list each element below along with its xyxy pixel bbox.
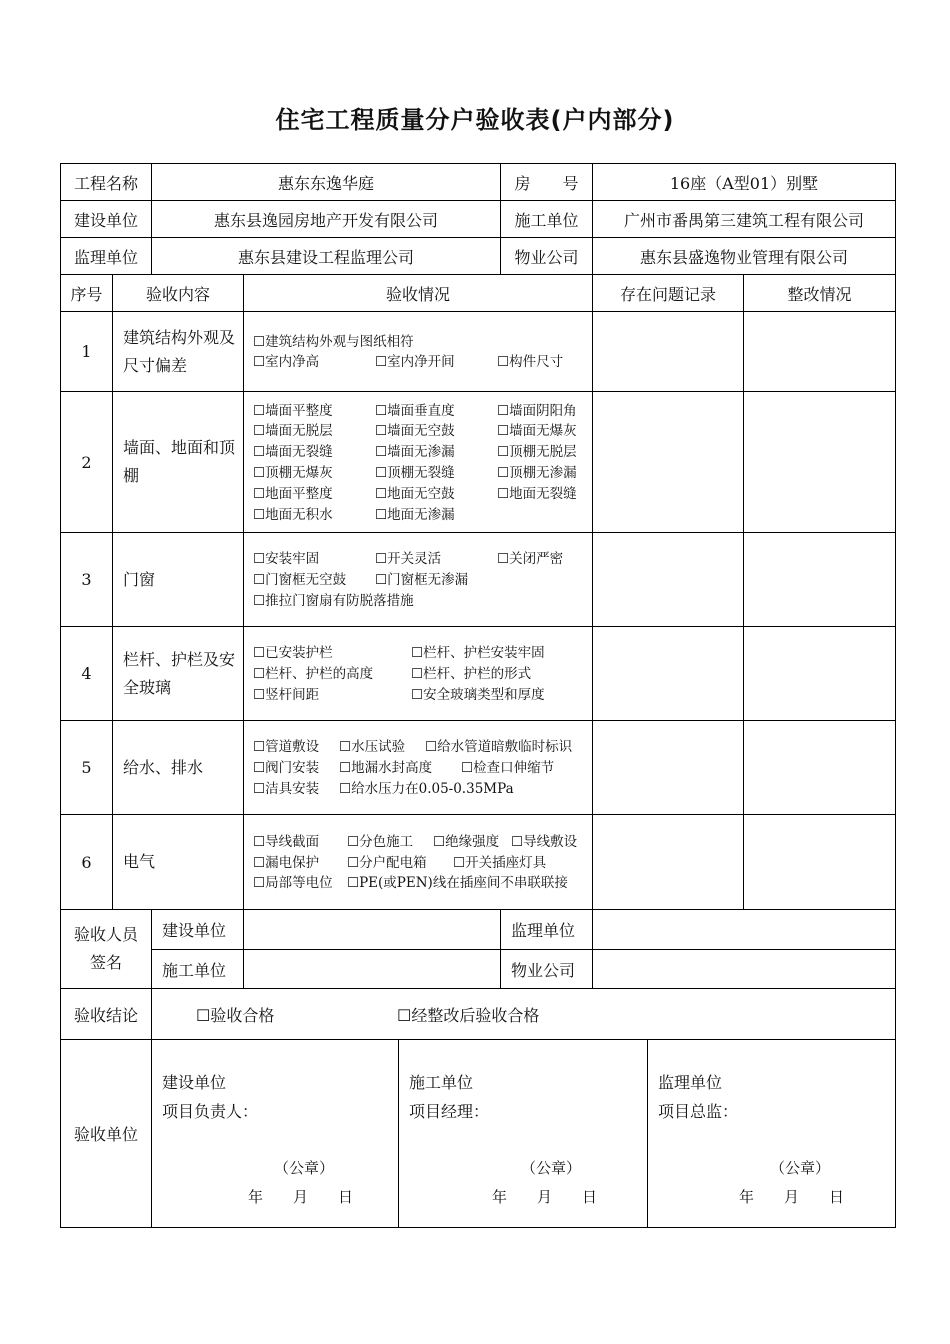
signature-builder-label: 建设单位 xyxy=(151,909,244,950)
checkbox-item[interactable]: ☐已安装护栏 xyxy=(253,645,333,662)
signature-supervisor-label: 监理单位 xyxy=(500,909,593,950)
checkbox-item[interactable]: ☐栏杆、护栏的高度 xyxy=(253,666,374,683)
supervisor-value: 惠东县建设工程监理公司 xyxy=(151,237,501,275)
checkbox-item[interactable]: ☐开关插座灯具 xyxy=(453,854,547,871)
item-rectify-field[interactable] xyxy=(743,720,896,815)
conclusion-options xyxy=(151,988,896,1040)
contractor-value: 广州市番禺第三建筑工程有限公司 xyxy=(592,200,896,238)
check-row xyxy=(253,549,588,570)
property-value: 惠东县盛逸物业管理有限公司 xyxy=(592,237,896,275)
conclusion-rectified-checkbox[interactable]: ☐经整改后验收合格 xyxy=(397,1006,540,1025)
checkbox-item[interactable]: ☐栏杆、护栏安装牢固 xyxy=(411,645,545,662)
checkbox-item[interactable]: ☐检查口伸缩节 xyxy=(461,760,555,777)
checkbox-item[interactable]: ☐关闭严密 xyxy=(497,551,564,568)
item-no: 3 xyxy=(60,532,113,627)
project-name-label: 工程名称 xyxy=(60,163,152,201)
signature-contractor-field[interactable] xyxy=(243,949,501,989)
checkbox-item[interactable]: ☐室内净高 xyxy=(253,354,320,371)
checkbox-item[interactable]: ☐顶棚无渗漏 xyxy=(497,464,577,481)
check-row xyxy=(253,737,588,758)
conclusion-pass-checkbox[interactable]: ☐验收合格 xyxy=(196,1006,275,1025)
item-rectify-field[interactable] xyxy=(743,311,896,392)
check-row xyxy=(253,779,588,800)
item-no: 2 xyxy=(60,391,113,533)
checkbox-item[interactable]: ☐给水压力在0.05-0.35MPa xyxy=(339,780,514,797)
item-issues-field[interactable] xyxy=(592,532,744,627)
checkbox-item[interactable]: ☐漏电保护 xyxy=(253,854,320,871)
checkbox-item[interactable]: ☐分色施工 xyxy=(347,833,414,850)
item-checks-list xyxy=(253,549,588,611)
check-row xyxy=(253,352,588,373)
checkbox-item[interactable]: ☐地面无空鼓 xyxy=(375,485,455,502)
checkbox-item[interactable]: ☐地面无积水 xyxy=(253,506,333,523)
checkbox-item[interactable]: ☐管道敷设 xyxy=(253,739,320,756)
builder-value: 惠东县逸园房地产开发有限公司 xyxy=(151,200,501,238)
item-checks xyxy=(243,814,593,910)
checkbox-item[interactable]: ☐墙面无空鼓 xyxy=(375,423,455,440)
page-title: 住宅工程质量分户验收表(户内部分) xyxy=(275,106,675,134)
check-row xyxy=(253,332,588,353)
item-checks-list xyxy=(253,643,588,705)
checkbox-item[interactable]: ☐门窗框无渗漏 xyxy=(375,572,469,589)
unit-contractor-role: 项目经理： xyxy=(409,1102,490,1121)
checkbox-item[interactable]: ☐墙面平整度 xyxy=(253,402,333,419)
check-row xyxy=(253,832,588,853)
unit-supervisor-role: 项目总监： xyxy=(658,1102,739,1121)
item-content xyxy=(112,311,244,392)
checkbox-item[interactable]: ☐开关灵活 xyxy=(375,551,442,568)
checkbox-item[interactable]: ☐墙面无裂缝 xyxy=(253,444,333,461)
signature-contractor-label: 施工单位 xyxy=(151,949,244,989)
checkbox-item[interactable]: ☐分户配电箱 xyxy=(347,854,427,871)
checkbox-item[interactable]: ☐水压试验 xyxy=(339,739,406,756)
property-label: 物业公司 xyxy=(500,237,593,275)
item-checks-list xyxy=(253,401,588,526)
item-rectify-field[interactable] xyxy=(743,532,896,627)
item-content-text: 给水、排水 xyxy=(123,757,204,777)
header-content: 验收内容 xyxy=(112,274,244,312)
checkbox-item[interactable]: ☐顶棚无脱层 xyxy=(497,444,577,461)
checkbox-item[interactable]: ☐栏杆、护栏的形式 xyxy=(411,666,532,683)
header-no: 序号 xyxy=(60,274,113,312)
check-row xyxy=(253,505,588,526)
checkbox-item[interactable]: ☐绝缘强度 xyxy=(433,833,500,850)
checkbox-item[interactable]: ☐局部等电位 xyxy=(253,875,333,892)
checkbox-item[interactable]: ☐导线敷设 xyxy=(511,833,578,850)
item-issues-field[interactable] xyxy=(592,391,744,533)
check-row xyxy=(253,463,588,484)
supervisor-label: 监理单位 xyxy=(60,237,152,275)
item-content-text: 栏杆、护栏及安全玻璃 xyxy=(123,649,236,697)
item-checks-list xyxy=(253,832,588,894)
header-issues: 存在问题记录 xyxy=(592,274,744,312)
project-name-value: 惠东东逸华庭 xyxy=(151,163,501,201)
item-content xyxy=(112,814,244,910)
unit-contractor-seal: （公章） xyxy=(521,1159,582,1177)
unit-contractor-name: 施工单位 xyxy=(409,1073,474,1092)
unit-builder-name: 建设单位 xyxy=(162,1073,227,1092)
item-content-text: 建筑结构外观及尺寸偏差 xyxy=(123,327,236,375)
item-checks-list xyxy=(253,332,588,374)
unit-supervisor-date: 年 月 日 xyxy=(739,1188,845,1206)
item-content xyxy=(112,720,244,815)
check-row xyxy=(253,758,588,779)
check-row xyxy=(253,591,588,612)
item-content-text: 墙面、地面和顶棚 xyxy=(123,438,236,485)
item-content-text: 电气 xyxy=(123,852,156,871)
item-no: 1 xyxy=(60,311,113,392)
checkbox-item[interactable]: ☐墙面垂直度 xyxy=(375,402,455,419)
checkbox-item[interactable]: ☐墙面阴阳角 xyxy=(497,402,577,419)
signature-builder-field[interactable] xyxy=(243,909,501,950)
check-row xyxy=(253,853,588,874)
item-content xyxy=(112,532,244,627)
check-row xyxy=(253,442,588,463)
unit-supervisor-seal: （公章） xyxy=(770,1159,831,1177)
checkbox-item[interactable]: ☐地漏水封高度 xyxy=(339,760,433,777)
item-checks xyxy=(243,720,593,815)
checkbox-item[interactable]: ☐PE(或PEN)线在插座间不串联联接 xyxy=(347,875,568,892)
check-row xyxy=(253,873,588,894)
signature-supervisor-field[interactable] xyxy=(592,909,896,950)
item-content xyxy=(112,626,244,721)
acceptance-label: 验收单位 xyxy=(60,1039,152,1228)
item-checks xyxy=(243,532,593,627)
room-no-label: 房 号 xyxy=(500,163,593,201)
checkbox-item[interactable]: ☐地面无渗漏 xyxy=(375,506,455,523)
unit-contractor-date: 年 月 日 xyxy=(492,1188,598,1206)
unit-supervisor-name: 监理单位 xyxy=(658,1073,723,1092)
signature-property-label: 物业公司 xyxy=(500,949,593,989)
acceptance-unit-builder xyxy=(151,1039,399,1228)
checkbox-item[interactable]: ☐推拉门窗扇有防脱落措施 xyxy=(253,592,414,609)
item-checks-list xyxy=(253,737,588,799)
check-row xyxy=(253,484,588,505)
checkbox-item[interactable]: ☐地面平整度 xyxy=(253,485,333,502)
check-row xyxy=(253,664,588,685)
signature-property-field[interactable] xyxy=(592,949,896,989)
check-row xyxy=(253,570,588,591)
item-no: 4 xyxy=(60,626,113,721)
acceptance-unit-supervisor xyxy=(647,1039,896,1228)
checkbox-item[interactable]: ☐阀门安装 xyxy=(253,760,320,777)
room-no-value: 16座（A型01）别墅 xyxy=(592,163,896,201)
checkbox-item[interactable]: ☐门窗框无空鼓 xyxy=(253,572,347,589)
checkbox-item[interactable]: ☐地面无裂缝 xyxy=(497,485,577,502)
item-content-text: 门窗 xyxy=(123,569,156,589)
item-rectify-field[interactable] xyxy=(743,391,896,533)
item-no: 6 xyxy=(60,814,113,910)
item-checks xyxy=(243,391,593,533)
item-issues-field[interactable] xyxy=(592,311,744,392)
checkbox-item[interactable]: ☐给水管道暗敷临时标识 xyxy=(425,739,573,756)
item-issues-field[interactable] xyxy=(592,720,744,815)
contractor-label: 施工单位 xyxy=(500,200,593,238)
item-checks xyxy=(243,311,593,392)
acceptance-unit-contractor xyxy=(398,1039,648,1228)
checkbox-item[interactable]: ☐导线截面 xyxy=(253,833,320,850)
checkbox-item[interactable]: ☐室内净开间 xyxy=(375,354,455,371)
unit-builder-date: 年 月 日 xyxy=(248,1188,354,1206)
checkbox-item[interactable]: ☐安全玻璃类型和厚度 xyxy=(411,686,545,703)
checkbox-item[interactable]: ☐洁具安装 xyxy=(253,780,320,797)
checkbox-item[interactable]: ☐墙面无爆灰 xyxy=(497,423,577,440)
check-row xyxy=(253,685,588,706)
item-issues-field[interactable] xyxy=(592,626,744,721)
header-status: 验收情况 xyxy=(243,274,593,312)
conclusion-label: 验收结论 xyxy=(60,988,152,1040)
signature-label xyxy=(60,909,152,989)
item-content xyxy=(112,391,244,533)
unit-builder-role: 项目负责人： xyxy=(162,1102,259,1121)
item-issues-field[interactable] xyxy=(592,814,744,910)
check-row xyxy=(253,643,588,664)
builder-label: 建设单位 xyxy=(60,200,152,238)
header-rectify: 整改情况 xyxy=(743,274,896,312)
checkbox-item[interactable]: ☐建筑结构外观与图纸相符 xyxy=(253,333,414,350)
item-no: 5 xyxy=(60,720,113,815)
unit-builder-seal: （公章） xyxy=(274,1159,335,1177)
signature-label-text: 验收人员签名 xyxy=(73,925,138,972)
checkbox-item[interactable]: ☐竖杆间距 xyxy=(253,686,320,703)
checkbox-item[interactable]: ☐构件尺寸 xyxy=(497,354,564,371)
item-rectify-field[interactable] xyxy=(743,814,896,910)
checkbox-item[interactable]: ☐顶棚无爆灰 xyxy=(253,464,333,481)
item-rectify-field[interactable] xyxy=(743,626,896,721)
check-row xyxy=(253,421,588,442)
checkbox-item[interactable]: ☐顶棚无裂缝 xyxy=(375,464,455,481)
checkbox-item[interactable]: ☐安装牢固 xyxy=(253,551,320,568)
checkbox-item[interactable]: ☐墙面无脱层 xyxy=(253,423,333,440)
checkbox-item[interactable]: ☐墙面无渗漏 xyxy=(375,444,455,461)
item-checks xyxy=(243,626,593,721)
check-row xyxy=(253,401,588,422)
